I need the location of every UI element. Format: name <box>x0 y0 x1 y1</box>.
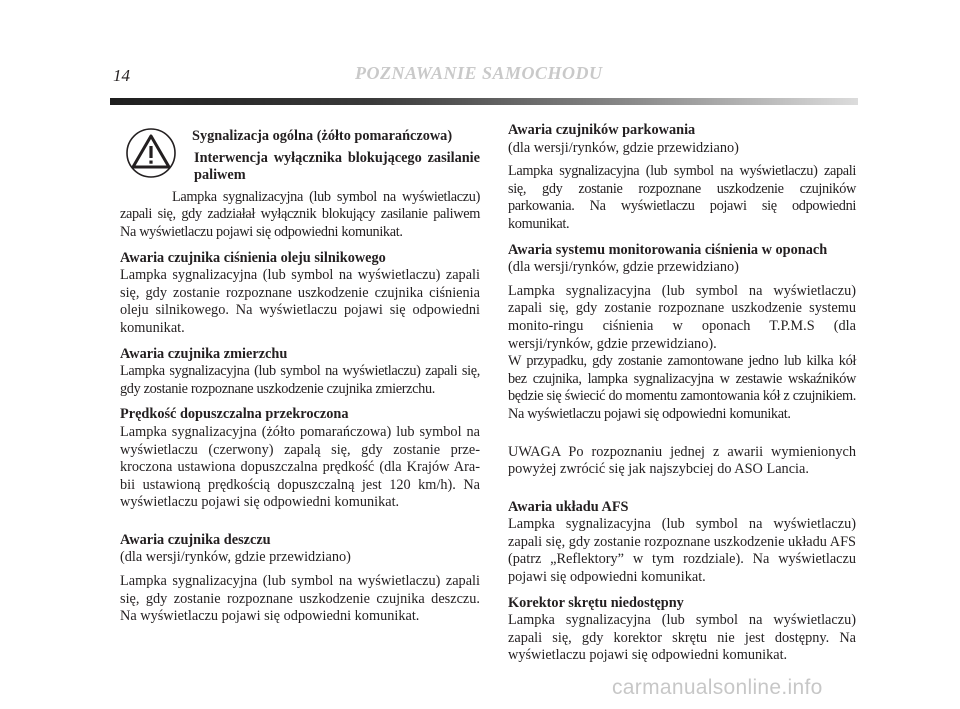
running-head: POZNAWANIE SAMOCHODU <box>355 63 603 83</box>
section-body-fuel-cutoff: Lampka sygnalizacyjna (lub symbol na wyświetlaczu) zapali się, gdy zadziałał wyłącznik blokujący zasilanie paliwem Na wyświetlaczu pojawi się odpowiedni komunikat. <box>120 188 480 240</box>
header-rule <box>110 98 858 105</box>
section-body-tpms: Lampka sygnalizacyjna (lub symbol na wyświetlaczu) zapali się, gdy zostanie rozpoznane uszkodzenie systemu monito-ringu ciśnienia w oponach T.P.M.S (dla wersji/rynków, gdzie przewidziano). <box>508 282 856 352</box>
warning-note: UWAGA Po rozpoznaniu jednej z awarii wymienionych powyżej zwrócić się jak najszybciej do ASO Lancia. <box>508 443 856 478</box>
section-body-dusk-sensor: Lampka sygnalizacyjna (lub symbol na wyświetlaczu) zapali się, gdy zostanie rozpoznane uszkodzenie czujnika zmierzchu. <box>120 363 480 397</box>
section-note-tpms: (dla wersji/rynków, gdzie przewidziano) <box>508 259 739 276</box>
section-subtitle-fuel-cutoff: Interwencja wyłącznika blokującego zasilanie paliwem <box>194 149 480 184</box>
section-title-cornering-light: Korektor skrętu niedostępny <box>508 594 684 611</box>
right-column <box>508 122 856 673</box>
section-body-tpms-2: W przypadku, gdy zostanie zamontowane jedno lub kilka kół bez czujnika, lampka sygnalizacyjna w zestawie wskaźników będzie się świecić do momentu zamontowania kół z czujnikiem. Na wyświetlaczu pojawi się odpowiedni komunikat. <box>508 353 856 422</box>
section-body-speed-limit: Lampka sygnalizacyjna (żółto pomarańczowa) lub symbol na wyświetlaczu (czerwony) zapalą się, gdy zostanie prze-kroczona ustawiona dopuszczalna prędkość (dla Krajów Ara-bii ustawioną prędkością dopuszczalną jest 120 km/h). Na wyświetlaczu pojawi się odpowiedni komunikat. <box>120 423 480 511</box>
section-title-oil-sensor: Awaria czujnika ciśnienia oleju silnikowego <box>120 249 386 266</box>
section-title-parking-sensors: Awaria czujników parkowania <box>508 122 696 138</box>
section-note-parking-sensors: (dla wersji/rynków, gdzie przewidziano) <box>508 139 739 156</box>
section-title-general-warning: Sygnalizacja ogólna (żółto pomarańczowa) <box>192 128 453 144</box>
left-column <box>120 122 480 634</box>
warning-triangle-icon <box>126 128 176 178</box>
page-number: 14 <box>113 66 130 85</box>
section-title-afs: Awaria układu AFS <box>508 498 629 515</box>
watermark: carmanualsonline.info <box>612 676 823 699</box>
section-title-dusk-sensor: Awaria czujnika zmierzchu <box>120 345 288 362</box>
section-title-rain-sensor: Awaria czujnika deszczu <box>120 531 271 548</box>
section-title-speed-limit: Prędkość dopuszczalna przekroczona <box>120 406 349 423</box>
section-title-tpms: Awaria systemu monitorowania ciśnienia w oponach <box>508 241 828 258</box>
section-body-afs: Lampka sygnalizacyjna (lub symbol na wyświetlaczu) zapali się, gdy zostanie rozpoznane uszkodzenie układu AFS (patrz „Reflektory” w tym rozdziale). Na wyświetlaczu pojawi się odpowiedni komunikat. <box>508 516 856 586</box>
section-body-oil-sensor: Lampka sygnalizacyjna (lub symbol na wyświetlaczu) zapali się, gdy zostanie rozpoznane uszkodzenie czujnika ciśnienia oleju silnikowego. Na wyświetlaczu pojawi się odpowiedni komunikat. <box>120 267 480 336</box>
section-body-rain-sensor: Lampka sygnalizacyjna (lub symbol na wyświetlaczu) zapali się, gdy zostanie rozpoznane uszkodzenie czujnika deszczu. Na wyświetlaczu pojawi się odpowiedni komunikat. <box>120 573 480 625</box>
section-note-rain-sensor: (dla wersji/rynków, gdzie przewidziano) <box>120 549 351 566</box>
section-body-cornering-light: Lampka sygnalizacyjna (lub symbol na wyświetlaczu) zapali się, gdy korektor skrętu nie jest dostępny. Na wyświetlaczu pojawi się odpowiedni komunikat. <box>508 612 856 664</box>
section-body-parking-sensors: Lampka sygnalizacyjna (lub symbol na wyświetlaczu) zapali się, gdy zostanie rozpoznane uszkodzenie czujników parkowania. Na wyświetlaczu pojawi się odpowiedni komunikat. <box>508 163 856 232</box>
